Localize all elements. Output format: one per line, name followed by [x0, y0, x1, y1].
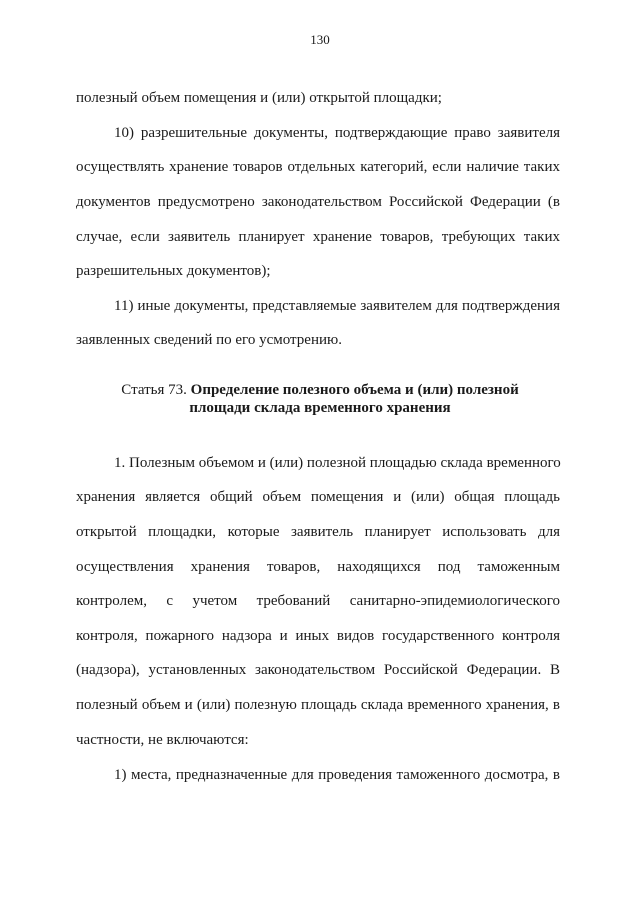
article-heading-line2	[0, 399, 640, 417]
text-line: 11) иные документы, представляемые заявителем для подтверждения	[114, 298, 560, 314]
text-line: полезный объем помещения и (или) открытой площадки;	[76, 90, 442, 106]
page-number: 130	[310, 32, 330, 47]
text-line: заявленных сведений по его усмотрению.	[76, 332, 342, 348]
text-line: 10) разрешительные документы, подтверждающие право заявителя	[114, 125, 560, 141]
article-title-line1: Определение полезного объема и (или) полезной	[190, 382, 519, 398]
article-title-line2: площади склада временного хранения	[189, 400, 451, 416]
text-line: 1. Полезным объемом и (или) полезной площадью склада временного	[114, 455, 561, 471]
text-line: контроля, пожарного надзора и иных видов государственного контроля	[76, 628, 560, 644]
text-line: открытой площадки, которые заявитель планирует использовать для	[76, 524, 560, 540]
text-line: полезный объем и (или) полезную площадь склада временного хранения, в	[76, 697, 560, 713]
article-heading-line1	[0, 381, 640, 399]
text-line: осуществления хранения товаров, находящихся под таможенным	[76, 559, 560, 575]
text-line: (надзора), установленных законодательством Российской Федерации. В	[76, 662, 560, 678]
text-line: частности, не включаются:	[76, 732, 249, 748]
text-line: контролем, с учетом требований санитарно-эпидемиологического	[76, 593, 560, 609]
text-line: осуществлять хранение товаров отдельных категорий, если наличие таких	[76, 159, 560, 175]
text-line: случае, если заявитель планирует хранение товаров, требующих таких	[76, 229, 560, 245]
article-prefix: Статья 73.	[121, 382, 187, 398]
text-line: 1) места, предназначенные для проведения таможенного досмотра, в	[114, 767, 560, 783]
text-line: разрешительных документов);	[76, 263, 271, 279]
text-line: хранения является общий объем помещения и (или) общая площадь	[76, 489, 560, 505]
text-line: документов предусмотрено законодательством Российской Федерации (в	[76, 194, 560, 210]
